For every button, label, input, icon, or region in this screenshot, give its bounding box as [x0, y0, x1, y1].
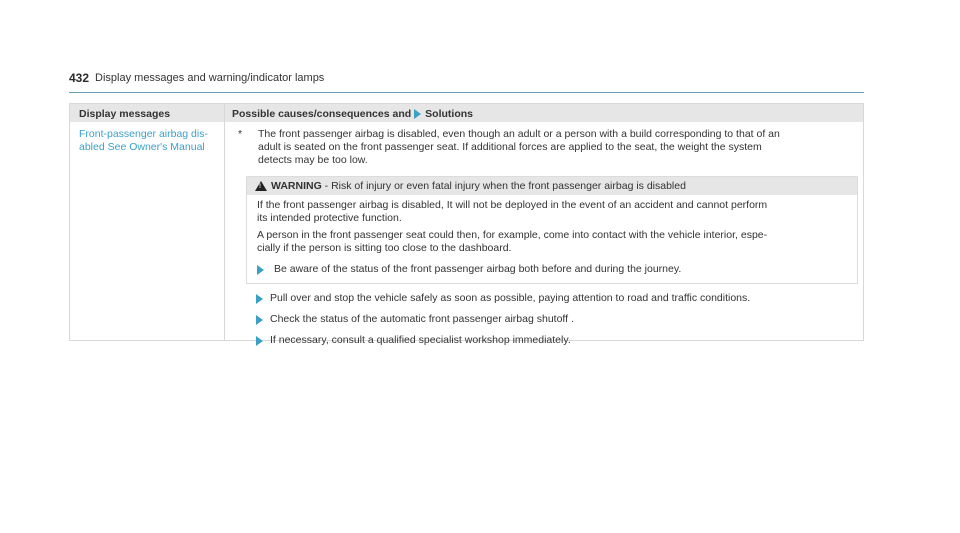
solution-step [246, 334, 846, 347]
display-message-line: Front-passenger airbag dis- [79, 128, 208, 140]
solution-steps [246, 292, 846, 347]
warning-box [246, 176, 858, 284]
warning-line: cially if the person is sitting too close to the dashboard. [257, 242, 512, 254]
page-title: Display messages and warning/indicator lamps [95, 72, 325, 84]
arrow-right-icon [414, 109, 421, 119]
warning-step [257, 263, 853, 276]
warning-title [271, 177, 686, 195]
warning-header [247, 177, 857, 195]
cause-line: The front passenger airbag is disabled, even though an adult or a person with a build corresponding to that of an [258, 128, 780, 140]
column-header-causes-solutions [232, 108, 473, 120]
column-divider [224, 104, 225, 340]
display-message-cell [79, 128, 219, 154]
warning-line: its intended protective function. [257, 212, 402, 224]
solution-step-text: Check the status of the automatic front passenger airbag shutoff . [270, 313, 574, 325]
exclamation-icon: ! [259, 184, 261, 190]
table-header-row [70, 104, 863, 122]
warning-title-text: - Risk of injury or even fatal injury when the front passenger airbag is disabled [321, 180, 686, 192]
warning-body [257, 199, 853, 276]
column-header-causes-label: Possible causes/consequences and [232, 108, 412, 120]
arrow-right-icon [256, 336, 263, 346]
warning-line: A person in the front passenger seat could then, for example, come into contact with the vehicle interior, espe- [257, 229, 768, 241]
arrow-right-icon [256, 315, 263, 325]
solution-step-text: Pull over and stop the vehicle safely as soon as possible, paying attention to road and traffic conditions. [270, 292, 751, 304]
column-header-display-messages: Display messages [79, 108, 171, 120]
cause-bullet: * [238, 128, 243, 140]
solution-step [246, 292, 846, 305]
warning-label: WARNING [271, 180, 322, 192]
solution-step-text: If necessary, consult a qualified specialist workshop immediately. [270, 334, 571, 346]
arrow-right-icon [257, 265, 264, 275]
cause-line: detects may be too low. [258, 154, 368, 166]
page-number: 432 [69, 71, 90, 85]
page-header [69, 70, 864, 93]
warning-step-text: Be aware of the status of the front passenger airbag both before and during the journey. [274, 263, 682, 275]
warning-line: If the front passenger airbag is disabled, It will not be deployed in the event of an accident and cannot perform [257, 199, 768, 211]
column-header-solutions-label: Solutions [425, 108, 474, 120]
display-message-line: abled See Owner's Manual [79, 141, 205, 153]
arrow-right-icon [256, 294, 263, 304]
cause-line: adult is seated on the front passenger seat. If additional forces are applied to the seat, the weight the system [258, 141, 762, 153]
warning-triangle-icon [255, 181, 267, 191]
solution-step [246, 313, 846, 326]
